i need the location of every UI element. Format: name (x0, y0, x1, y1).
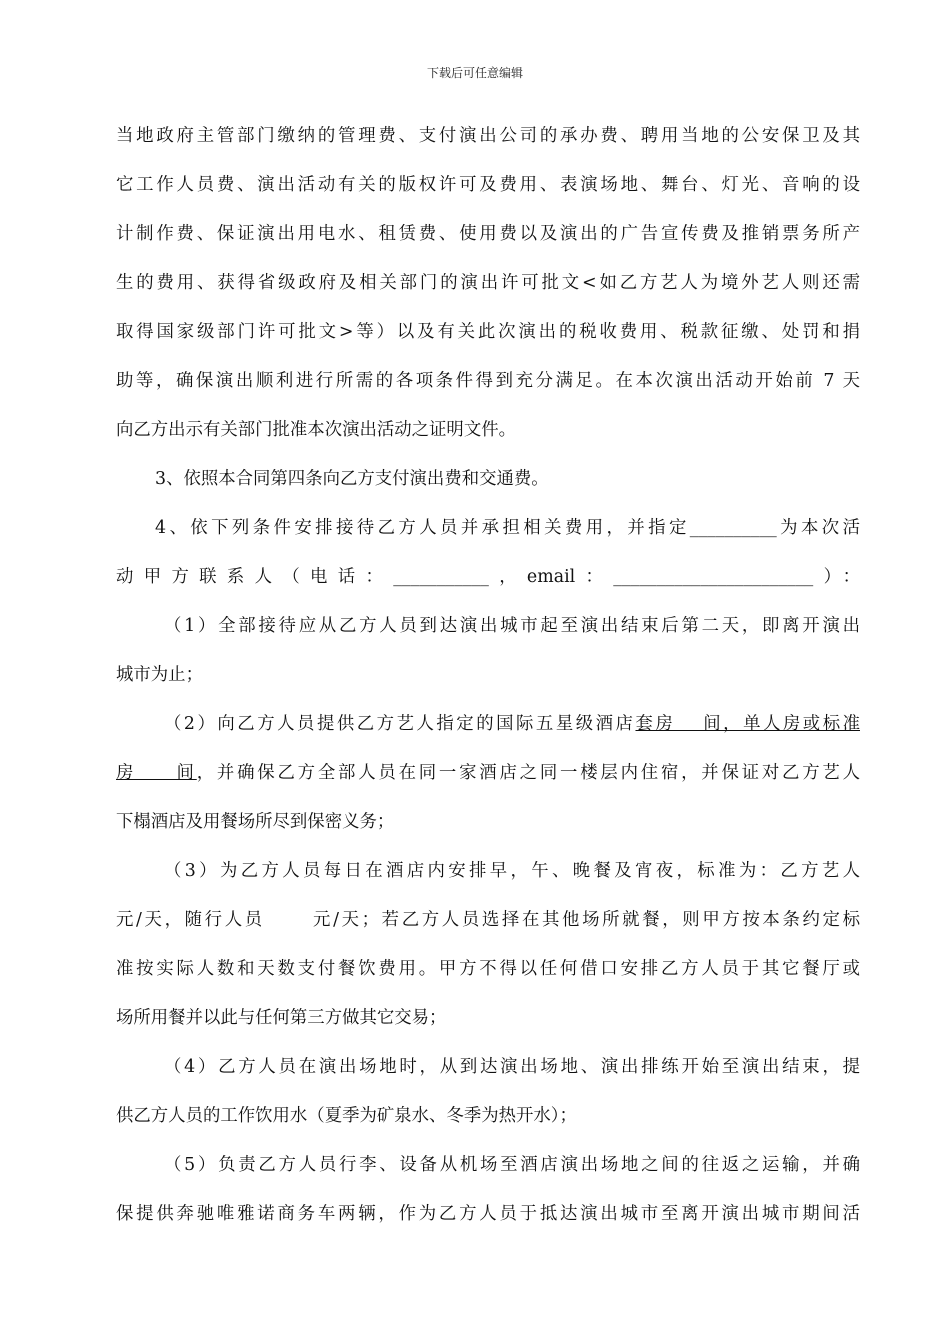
text-line: 向乙方出示有关部门批准本次演出活动之证明文件。 (116, 420, 516, 440)
text-line: 助等，确保演出顺利进行所需的各项条件得到充分满足。在本次演出活动开始前 7 天 (116, 371, 860, 391)
sub-clause-4-line: 供乙方人员的工作饮用水（夏季为矿泉水、冬季为热开水）； (116, 1106, 577, 1126)
clause-4-line: 动甲方联系人（电话：___________，email：_______________________）： (116, 567, 860, 587)
sub-clause-2-line: 下榻酒店及用餐场所尽到保密义务； (116, 812, 395, 832)
room-blank: 房 间 (116, 763, 197, 783)
sub-clause-2-line (116, 710, 860, 759)
text-line: 计制作费、保证演出用电水、租赁费、使用费以及演出的广告宣传费及推销票务所产 (116, 224, 860, 244)
sub-clause-5-line: （5）负责乙方人员行李、设备从机场至酒店演出场地之间的往返之运输，并确 (164, 1155, 860, 1175)
document-body (116, 122, 860, 1249)
sub-clause-1-line: （1）全部接待应从乙方人员到达演出城市起至演出结束后第二天，即离开演出 (164, 616, 860, 636)
sub-clause-2-line (116, 759, 860, 808)
sub-clause-3-line: 元/天，随行人员 元/天；若乙方人员选择在其他场所就餐，则甲方按本条约定标 (116, 910, 860, 930)
clause-3: 3、依照本合同第四条向乙方支付演出费和交通费。 (155, 469, 549, 489)
sub-clause-2-text: ，并确保乙方全部人员在同一家酒店之同一楼层内住宿，并保证对乙方艺人 (196, 763, 860, 783)
sub-clause-5-line: 保提供奔驰唯雅诺商务车两辆，作为乙方人员于抵达演出城市至离开演出城市期间活 (116, 1204, 860, 1224)
sub-clause-3-line: 准按实际人数和天数支付餐饮费用。甲方不得以任何借口安排乙方人员于其它餐厅或 (116, 959, 860, 979)
text-line: 它工作人员费、演出活动有关的版权许可及费用、表演场地、舞台、灯光、音响的设 (116, 175, 860, 195)
clause-4-line: 4、依下列条件安排接待乙方人员并承担相关费用，并指定__________为本次活 (155, 518, 860, 538)
sub-clause-3-line: （3）为乙方人员每日在酒店内安排早，午、晚餐及宵夜，标准为：乙方艺人 (164, 861, 860, 881)
room-blank: 套房 间，单人房或标准 (635, 714, 860, 734)
sub-clause-2-text: （2）向乙方人员提供乙方艺人指定的国际五星级酒店 (164, 714, 636, 734)
sub-clause-4-line: （4）乙方人员在演出场地时，从到达演出场地、演出排练开始至演出结束，提 (164, 1057, 860, 1077)
text-line: 生的费用、获得省级政府及相关部门的演出许可批文<如乙方艺人为境外艺人则还需 (116, 273, 860, 293)
sub-clause-1-line: 城市为止； (116, 665, 203, 685)
text-line: 当地政府主管部门缴纳的管理费、支付演出公司的承办费、聘用当地的公安保卫及其 (116, 126, 860, 146)
text-line: 取得国家级部门许可批文>等）以及有关此次演出的税收费用、税款征缴、处罚和捐 (116, 322, 860, 342)
page-header: 下载后可任意编辑 (426, 66, 523, 80)
sub-clause-3-line: 场所用餐并以此与任何第三方做其它交易； (116, 1008, 447, 1028)
